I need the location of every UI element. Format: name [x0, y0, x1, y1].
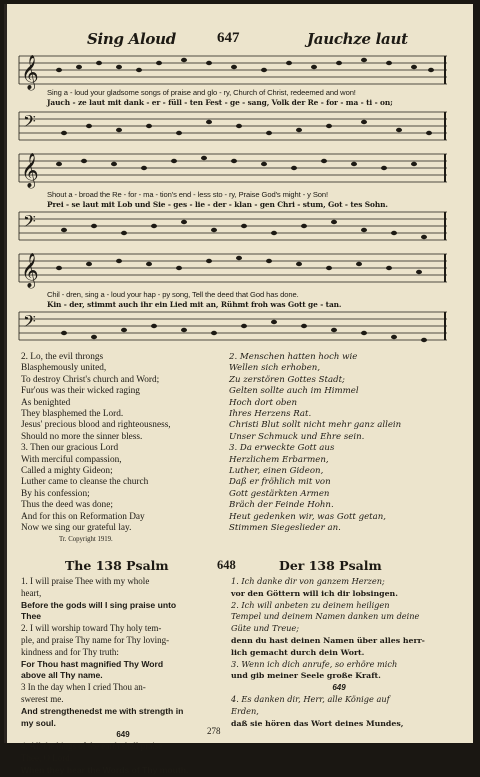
psalm-text-german: [231, 576, 447, 729]
psalm-response: And strengthenedst me with strength in: [21, 705, 184, 716]
verse-line: Thus the deed was done;: [21, 500, 113, 511]
psalm-line: 1. Ich danke dir von ganzem Herzen;: [231, 576, 385, 586]
verse-line: Now we sing our grateful lay.: [21, 523, 132, 534]
verse-line: Luther came to cleanse the church: [21, 477, 149, 488]
verse-line: Gott gestärkten Armen: [229, 488, 330, 499]
psalm-line: 2. I will worship toward Thy holy tem-: [21, 623, 162, 634]
psalm-response: und gib meiner Seele große Kraft.: [231, 671, 381, 681]
verse-line: 2. Lo, the evil throngs: [21, 352, 104, 362]
music-staff-bass-3: [19, 308, 447, 348]
svg-text:𝄞: 𝄞: [21, 253, 39, 288]
lyric-line-english: Sing a - loud your gladsome songs of praise and glo - ry, Church of Christ, redeemed and won!: [47, 88, 356, 97]
verse-line: Christi Blut sollt nicht mehr ganz allein: [229, 420, 402, 431]
copyright-note: Tr. Copyright 1919.: [59, 536, 113, 543]
lyric-line-german: Prei - se laut mit Lob und Sie - ges - lie - der - klan - gen Chri - stum, Got - tes Sohn.: [47, 200, 388, 209]
hymn-title-german: Jauchze laut: [307, 30, 408, 48]
psalm-response: my soul.: [21, 717, 56, 728]
verse-line: By his confession;: [21, 488, 90, 499]
psalm-response: vor den Göttern will ich dir lobsingen.: [231, 588, 398, 598]
svg-text:𝄞: 𝄞: [21, 153, 39, 188]
psalm-response: When they hear the Words of Thy mouth.: [21, 764, 189, 775]
verse-line: With merciful compassion,: [21, 454, 122, 465]
verse-line: Zu zerstören Gottes Stadt;: [229, 374, 345, 385]
svg-text:𝄢: 𝄢: [23, 311, 36, 335]
music-staff-treble-3: [19, 250, 447, 290]
english-verses: [21, 352, 171, 535]
verse-line: And for this on Reformation Day: [21, 511, 145, 522]
verse-line: Jesus' precious blood and righteousness,: [21, 420, 171, 431]
svg-text:𝄢: 𝄢: [23, 111, 36, 135]
psalm-response: For Thou hast magnified Thy Word: [21, 658, 164, 669]
verse-line: To destroy Christ's church and Word;: [21, 374, 160, 385]
psalm-line: Tempel und deinem Namen danken um deine: [231, 611, 420, 622]
verse-line: Gelten sollte auch im Himmel: [229, 386, 359, 397]
verse-line: Bräch der Feinde Hohn.: [229, 500, 334, 511]
psalm-title-german: Der 138 Psalm: [279, 558, 382, 573]
verse-line: Called a mighty Gideon;: [21, 466, 113, 477]
lyric-line-german: Jauch - ze laut mit dank - er - füll - ten Fest - ge - sang, Volk der Re - for - ma - ti - on;: [47, 98, 393, 107]
lyric-line-english: Shout a - broad the Re - for - ma - tion's end - less sto - ry, Praise God's might - y Son!: [47, 190, 329, 199]
psalm-line: Güte und Treue;: [231, 623, 300, 634]
psalm-line: 2. Ich will anbeten zu deinem heiligen: [231, 599, 390, 610]
verse-line: Should no more the sinner bless.: [21, 431, 143, 442]
psalm-response: lich gemacht durch dein Wort.: [231, 647, 365, 657]
psalm-response: Thee: [21, 611, 42, 622]
psalm-line: 3 In the day when I cried Thou an-: [21, 682, 146, 693]
psalm-line: Erden,: [231, 705, 259, 716]
psalm-title-english: The 138 Psalm: [65, 558, 169, 573]
svg-text:𝄞: 𝄞: [21, 55, 39, 90]
psalm-line: 1. I will praise Thee with my whole: [21, 576, 150, 586]
verse-line: Ihres Herzens Rat.: [229, 409, 312, 420]
german-verses: [229, 352, 401, 535]
psalm-section-number: 649: [332, 683, 346, 693]
lyric-line-german: Kin - der, stimmt auch ihr ein Lied mit an, Rühmt froh was Gott ge - tan.: [47, 300, 342, 309]
verse-line: 3. Then our gracious Lord: [21, 443, 119, 454]
psalm-line: heart,: [21, 587, 42, 598]
music-staff-bass-1: [19, 108, 447, 148]
hymn-title-english: Sing Aloud: [87, 30, 176, 48]
verse-line: 2. Menschen hatten hoch wie: [229, 352, 358, 362]
verse-line: Unser Schmuck und Ehre sein.: [229, 431, 365, 442]
psalm-number: 648: [217, 558, 236, 572]
hymn-page: [4, 4, 473, 775]
verse-line: They blasphemed the Lord.: [21, 409, 124, 420]
svg-text:𝄢: 𝄢: [23, 211, 36, 235]
music-staff-treble-2: [19, 150, 447, 190]
psalm-text-english: [21, 576, 225, 777]
verse-line: Stimmen Siegeslieder an.: [229, 523, 341, 534]
verse-line: Luther, einen Gideon,: [229, 466, 324, 477]
music-staff-bass-2: [19, 208, 447, 248]
psalm-response: denn du hast deinen Namen über alles herr-: [231, 635, 425, 645]
verse-line: Herzlichem Erbarmen,: [229, 454, 329, 465]
hymn-number: 647: [217, 30, 240, 46]
page-number: 278: [207, 726, 221, 736]
lyric-line-english: Chil - dren, sing a - loud your hap - py song, Tell the deed that God has done.: [47, 290, 299, 299]
verse-line: Blasphemously united,: [21, 363, 107, 374]
psalm-response: above all Thy name.: [21, 670, 103, 681]
verse-line: Daß er fröhlich mit von: [229, 477, 331, 488]
psalm-line: swerest me.: [21, 693, 64, 704]
verse-line: 3. Da erweckte Gott aus: [229, 443, 335, 454]
psalm-line: 3. Wenn ich dich anrufe, so erhöre mich: [231, 658, 398, 669]
psalm-line: 4. Es danken dir, Herr, alle Könige auf: [231, 693, 390, 704]
psalm-response: daß sie hören das Wort deines Mundes,: [231, 718, 404, 728]
verse-line: As benighted: [21, 397, 71, 408]
verse-line: Wellen sich erhoben,: [229, 363, 321, 374]
verse-line: Heut gedenken wir, was Gott getan,: [229, 511, 387, 522]
psalm-line: Thee, O Lord,: [21, 752, 72, 763]
psalm-section-number: 649: [116, 730, 130, 740]
psalm-response: Before the gods will I sing praise unto: [21, 599, 177, 610]
psalm-line: kindness and for Thy truth:: [21, 646, 119, 657]
verse-line: Fur'ous was their wicked raging: [21, 386, 140, 397]
psalm-line: 4. All the kings of the earth shall praise: [21, 741, 163, 752]
psalm-line: ple, and praise Thy name for Thy loving-: [21, 634, 170, 645]
verse-line: Hoch dort oben: [229, 397, 298, 408]
